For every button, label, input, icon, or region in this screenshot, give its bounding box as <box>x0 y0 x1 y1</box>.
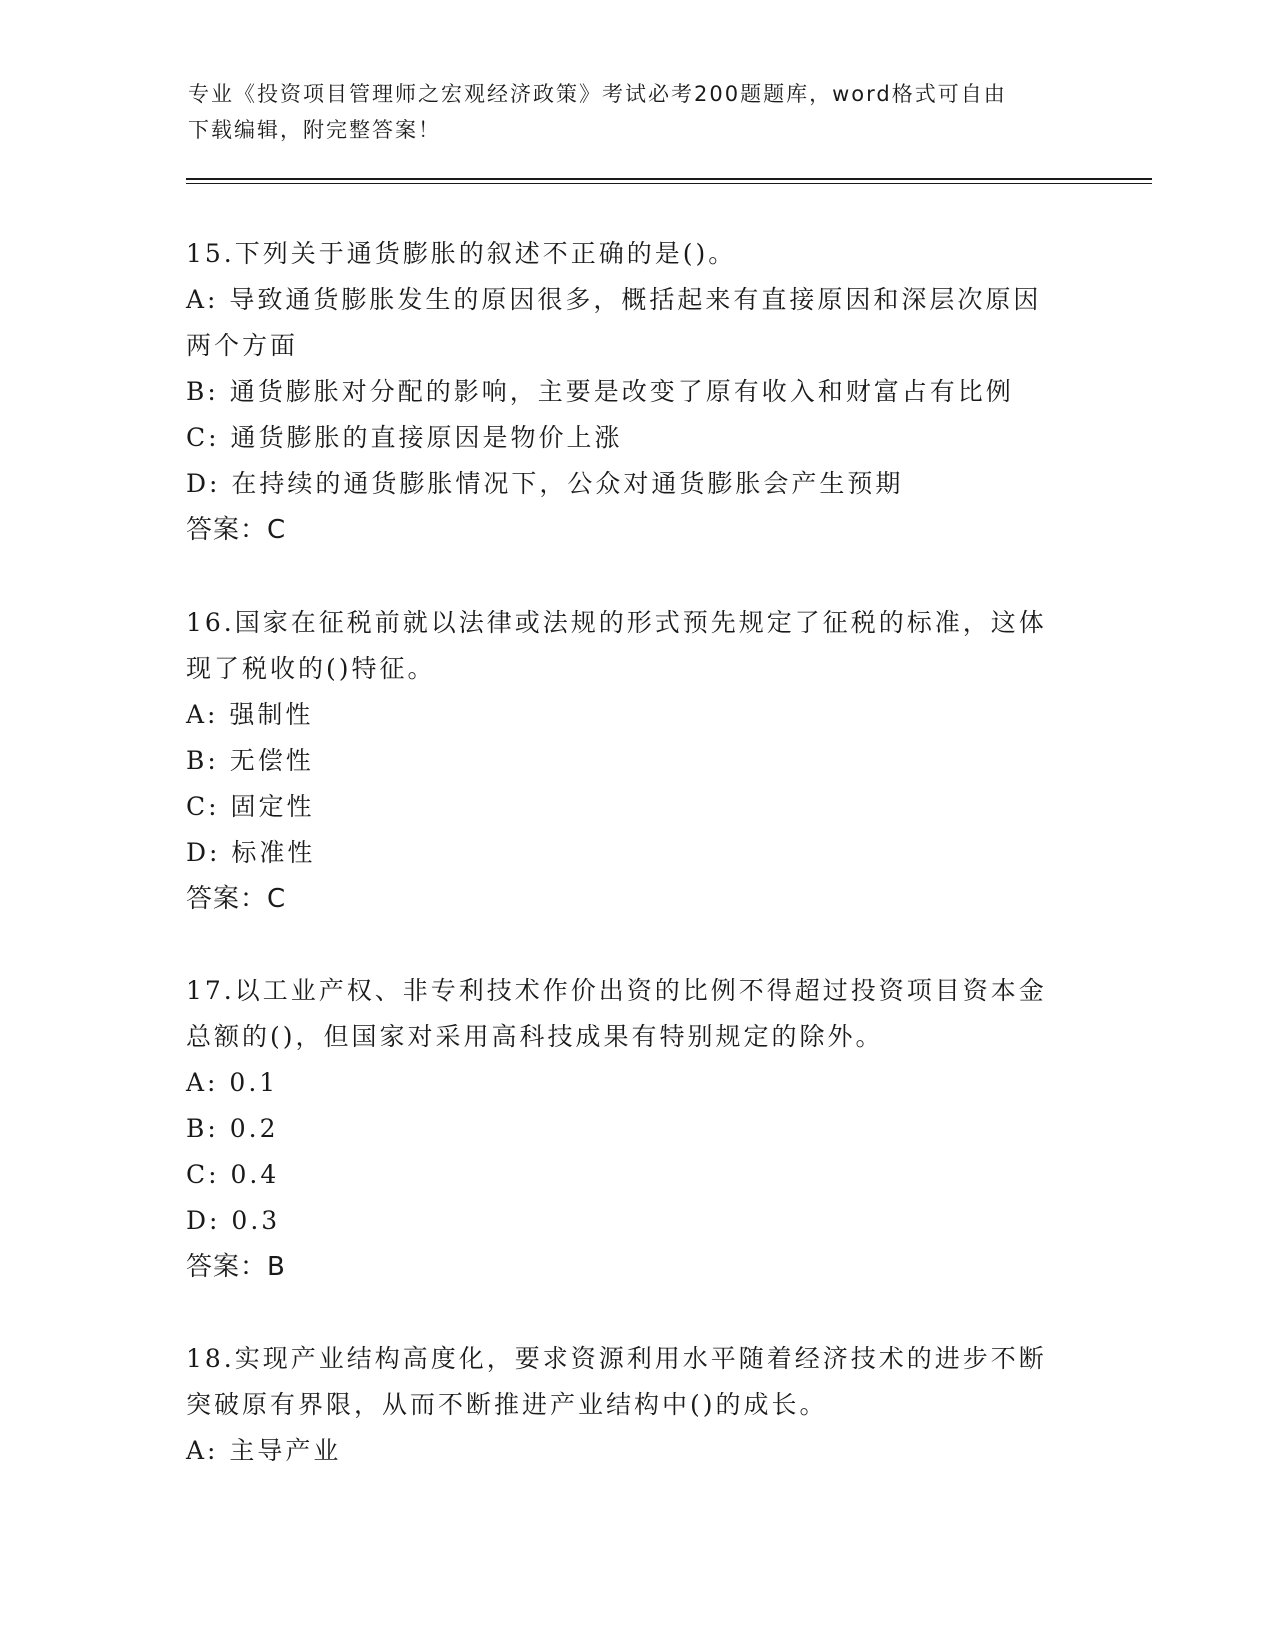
question-17 <box>186 968 1086 1290</box>
answer-label: 答案：C <box>186 884 287 914</box>
option-c: C: 固定性 <box>186 792 315 821</box>
option-d: D: 0.3 <box>186 1206 281 1235</box>
question-stem: 16.国家在征税前就以法律或法规的形式预先规定了征税的标准，这体 <box>186 608 1047 637</box>
option-a: A: 0.1 <box>186 1068 279 1097</box>
option-d: D: 标准性 <box>186 838 316 867</box>
option-a-continued: 两个方面 <box>186 331 299 360</box>
option-a: A: 强制性 <box>186 700 314 729</box>
option-b: B: 0.2 <box>186 1114 279 1143</box>
answer-label: 答案：B <box>186 1252 286 1282</box>
question-stem: 15.下列关于通货膨胀的叙述不正确的是()。 <box>186 239 737 268</box>
question-stem: 18.实现产业结构高度化，要求资源利用水平随着经济技术的进步不断 <box>186 1344 1047 1373</box>
option-b: B: 无偿性 <box>186 746 314 775</box>
header-line-1: 专业《投资项目管理师之宏观经济政策》考试必考200题题库，word格式可自由 <box>188 82 1007 106</box>
question-stem: 17.以工业产权、非专利技术作价出资的比例不得超过投资项目资本金 <box>186 976 1047 1005</box>
option-c: C: 0.4 <box>186 1160 280 1189</box>
option-b: B: 通货膨胀对分配的影响，主要是改变了原有收入和财富占有比例 <box>186 377 1014 406</box>
header-divider-thin <box>186 183 1152 184</box>
question-stem-continued: 总额的()，但国家对采用高科技成果有特别规定的除外。 <box>186 1022 884 1051</box>
option-c: C: 通货膨胀的直接原因是物价上涨 <box>186 423 623 452</box>
header-line-2: 下载编辑，附完整答案！ <box>188 118 441 142</box>
option-a: A: 导致通货膨胀发生的原因很多，概括起来有直接原因和深层次原因 <box>186 285 1042 314</box>
document-header <box>188 76 1088 148</box>
answer-label: 答案：C <box>186 515 287 545</box>
question-16 <box>186 600 1086 922</box>
option-d: D: 在持续的通货膨胀情况下，公众对通货膨胀会产生预期 <box>186 469 904 498</box>
question-15 <box>186 231 1086 553</box>
question-18 <box>186 1336 1086 1474</box>
question-stem-continued: 突破原有界限，从而不断推进产业结构中()的成长。 <box>186 1390 828 1419</box>
option-a: A: 主导产业 <box>186 1436 342 1465</box>
question-stem-continued: 现了税收的()特征。 <box>186 654 436 683</box>
header-divider-thick <box>186 178 1152 180</box>
